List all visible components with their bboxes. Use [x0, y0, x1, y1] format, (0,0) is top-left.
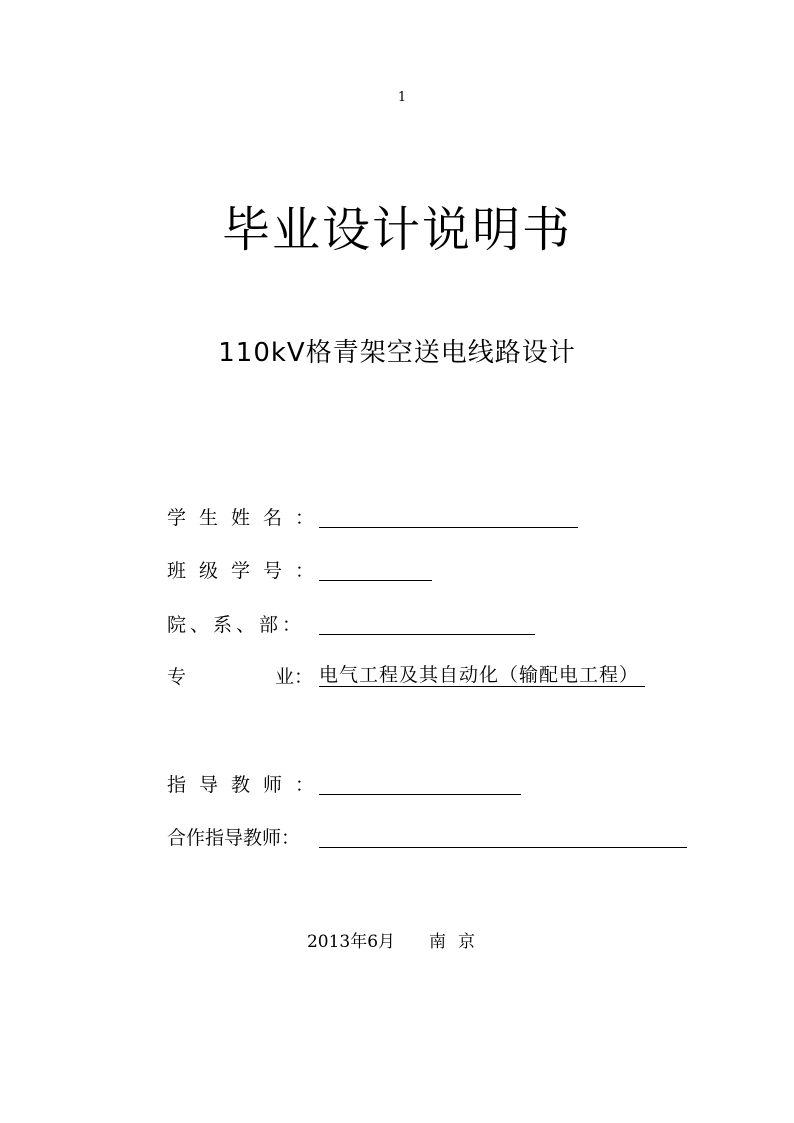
major-field [167, 664, 707, 690]
co-advisor-label: 合作指导教师： [167, 827, 301, 849]
class-id-field [167, 558, 437, 584]
document-title: 毕业设计说明书 [221, 202, 572, 258]
co-advisor-blank [319, 847, 687, 848]
project-title: 110kV格青架空送电线路设计 [218, 338, 576, 368]
class-id-label: 班级学号： [167, 560, 328, 582]
department-label: 院、系、部： [167, 614, 306, 636]
department-field [167, 612, 542, 638]
date-location-line [0, 930, 794, 954]
co-advisor-field [167, 825, 692, 851]
date-text: 2013年6月 [306, 932, 396, 952]
advisor-label: 指导教师： [167, 774, 328, 796]
department-blank [319, 634, 535, 635]
page-number: 1 [397, 90, 407, 105]
major-label-end: 业： [275, 666, 314, 688]
student-name-blank [319, 527, 578, 528]
advisor-blank [319, 794, 521, 795]
city-text: 南京 [429, 932, 488, 952]
major-value: 电气工程及其自动化（输配电工程） [319, 664, 645, 687]
student-name-field [167, 505, 587, 531]
major-label-start: 专 [167, 666, 187, 688]
student-name-label: 学生姓名： [167, 507, 328, 529]
class-id-blank [319, 580, 432, 581]
advisor-field [167, 772, 527, 798]
